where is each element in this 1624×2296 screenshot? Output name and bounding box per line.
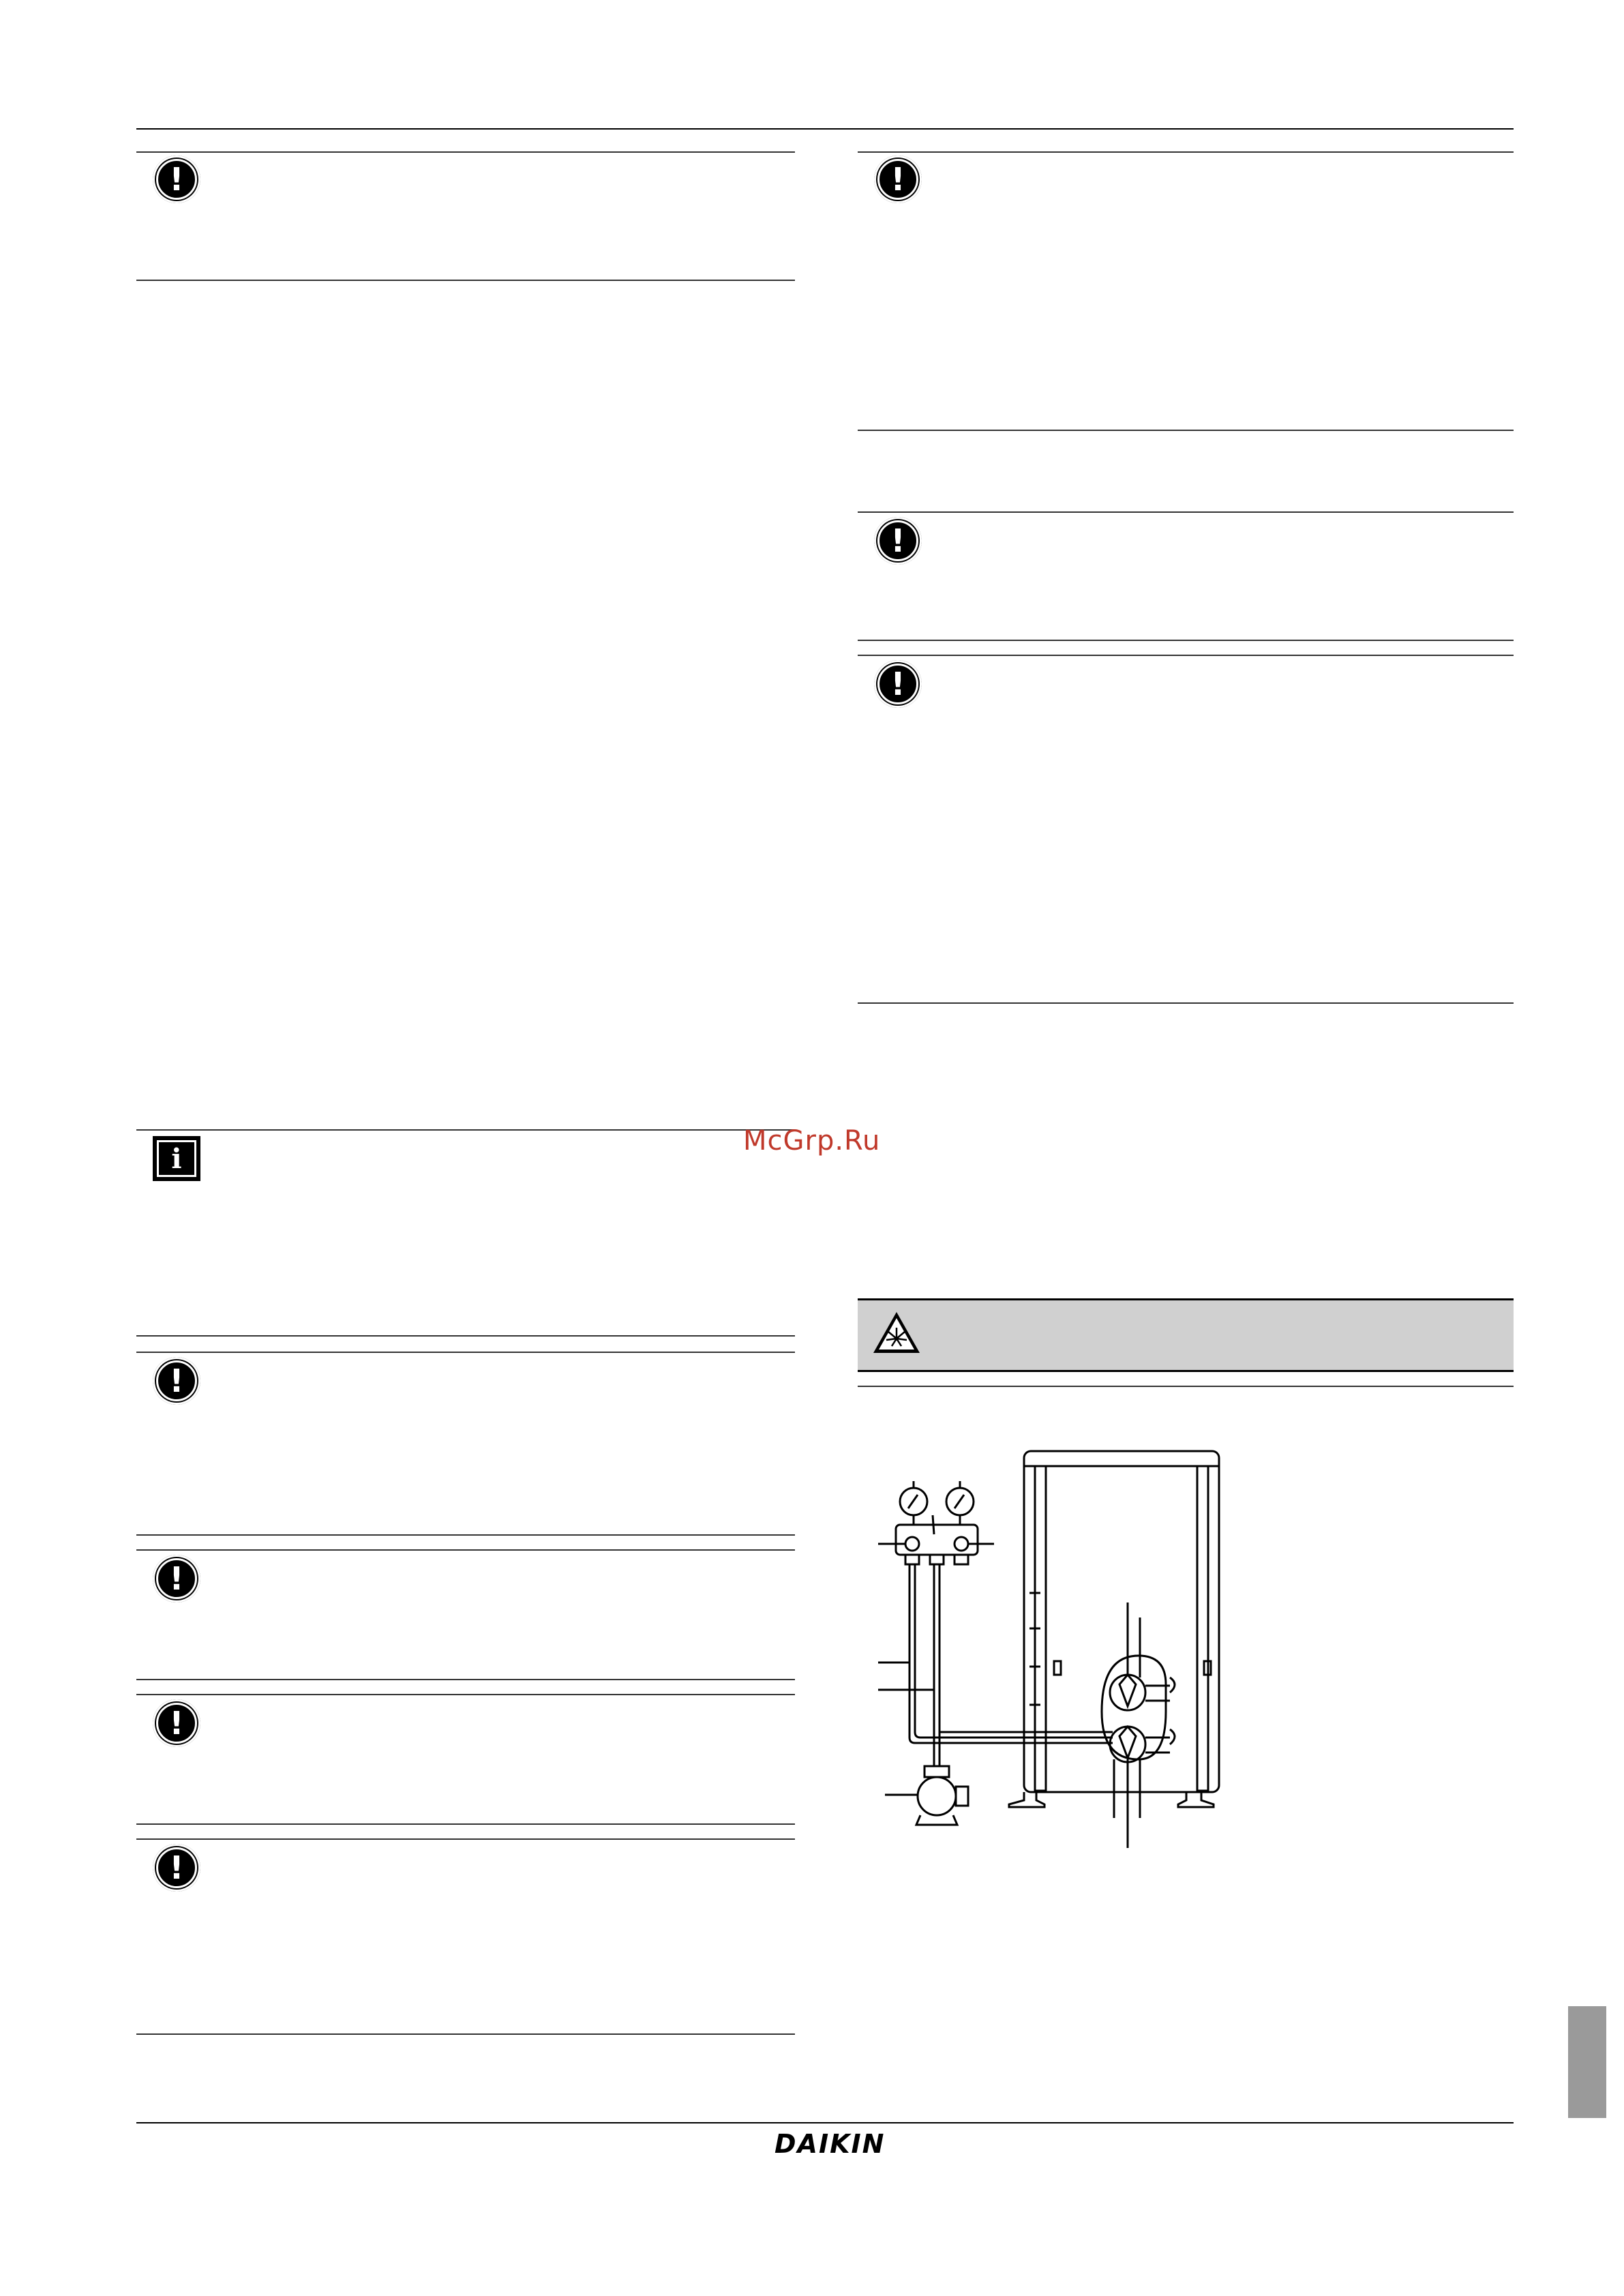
important-notice-icon: ! <box>874 660 922 708</box>
explosion-warning-icon <box>871 1310 922 1355</box>
important-notice-icon: ! <box>874 155 922 203</box>
notice-bottom-rule <box>136 280 795 281</box>
notice-bottom-rule <box>136 1823 795 1825</box>
header-rule <box>136 128 1514 130</box>
explosion-warning-bar <box>858 1298 1514 1372</box>
notice-top-rule <box>136 151 795 153</box>
notice-bottom-rule <box>136 1534 795 1536</box>
daikin-logo: DAIKIN <box>775 2129 886 2159</box>
notice-top-rule <box>858 151 1514 153</box>
important-notice-icon: ! <box>153 1844 200 1892</box>
warning-bottom-rule <box>858 1386 1514 1387</box>
notice-top-rule <box>858 655 1514 656</box>
leak-test-diagram <box>866 1439 1261 1862</box>
important-notice-icon: ! <box>874 517 922 565</box>
info-top-rule <box>136 1129 795 1131</box>
information-icon: i <box>153 1136 200 1181</box>
section-side-tab <box>1568 2006 1606 2118</box>
important-notice-icon: ! <box>153 155 200 203</box>
important-notice-icon: ! <box>153 1699 200 1747</box>
notice-top-rule <box>136 1352 795 1353</box>
notice-bottom-rule <box>858 430 1514 431</box>
important-notice-icon: ! <box>153 1357 200 1405</box>
important-notice-icon: ! <box>153 1555 200 1602</box>
notice-top-rule <box>136 1549 795 1551</box>
notice-top-rule <box>858 511 1514 513</box>
notice-top-rule <box>136 1694 795 1695</box>
info-bottom-rule <box>136 1335 795 1337</box>
notice-bottom-rule <box>858 1002 1514 1004</box>
notice-top-rule <box>136 1838 795 1840</box>
notice-bottom-rule <box>136 2033 795 2035</box>
footer-rule <box>136 2122 1514 2123</box>
watermark-text: McGrp.Ru <box>743 1125 881 1157</box>
notice-bottom-rule <box>858 640 1514 641</box>
notice-bottom-rule <box>136 1679 795 1680</box>
